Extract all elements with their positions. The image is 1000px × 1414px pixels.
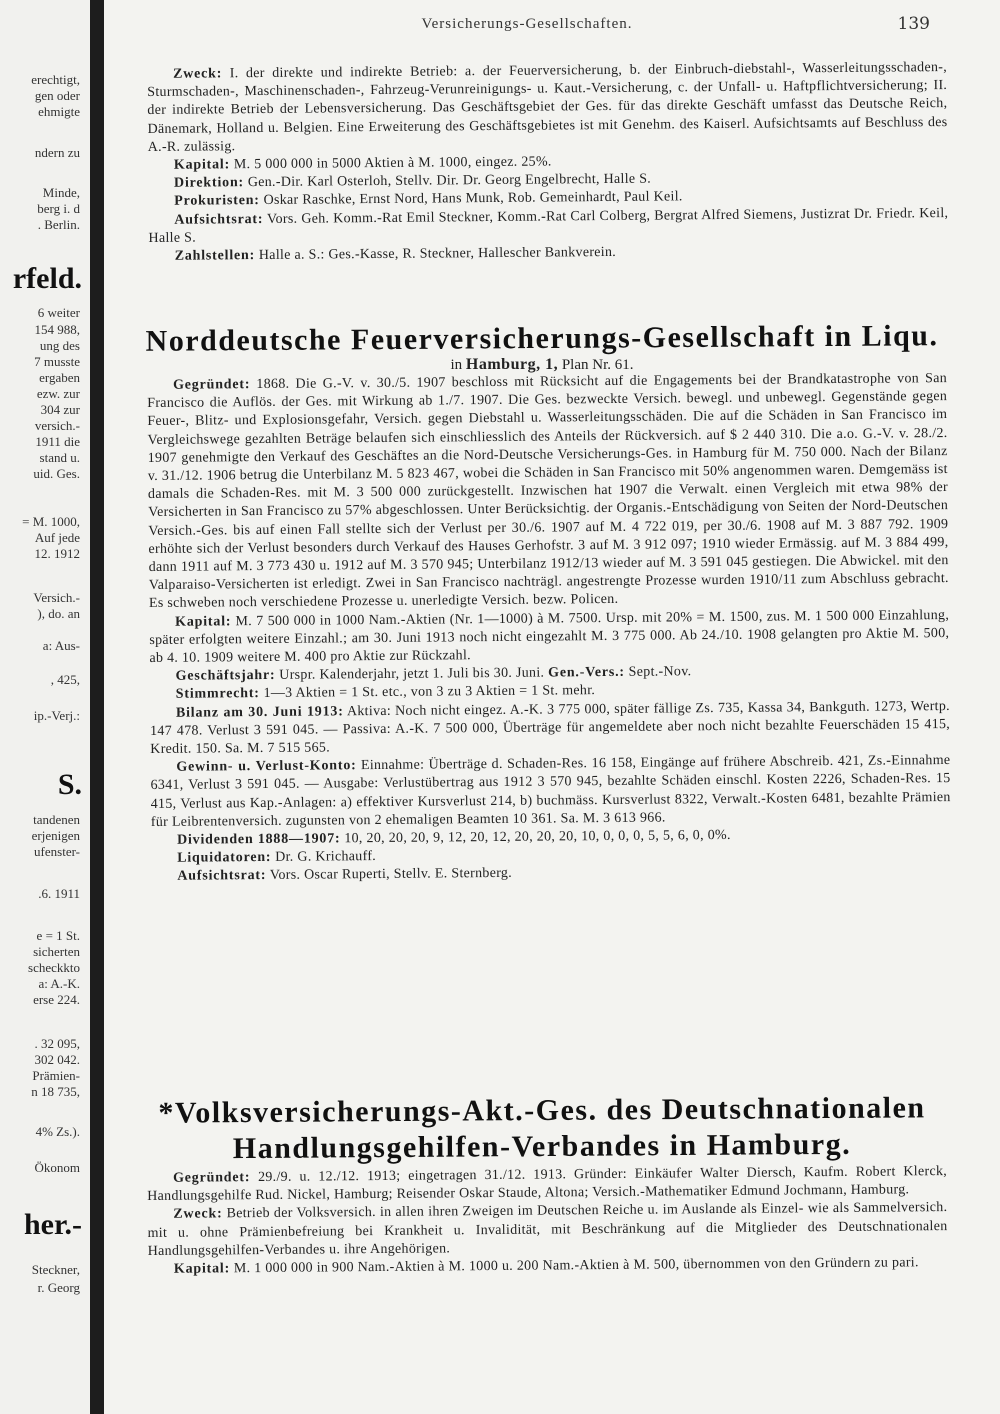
- direktion-label: Direktion:: [173, 175, 245, 191]
- margin-fragment-line: 6 weiter: [37, 305, 80, 320]
- margin-fragment-line: ndern zu: [34, 145, 80, 160]
- page: [112, 0, 992, 1414]
- entry-title-volks-line1: *Volksversicherungs-Akt.-Ges. des Deutschnationalen: [158, 1091, 926, 1130]
- margin-fragment-line: n 18 735,: [31, 1084, 80, 1099]
- zweck-label: Zweck:: [173, 1206, 223, 1223]
- gegruendet-text: 29./9. u. 12./12. 1913; eingetragen 31./12. 1913. Gründer: Einkäufer Walter Diersch, Kaufm. Robert Klerck, Handlungsgehilfe Rud. Nickel, Hamburg; Reisender Oskar Staude, Altona; Versich.-Mathematiker Edmund Jochmann, Hamburg.: [147, 1164, 948, 1205]
- entry-title-volks-line2: Handlungsgehilfen-Verbandes in Hamburg.: [232, 1127, 852, 1166]
- margin-fragment-line: S.: [57, 768, 82, 801]
- margin-fragment-line: her.-: [23, 1208, 82, 1241]
- gegruendet-label: Gegründet:: [173, 1170, 251, 1186]
- kapital-text: M. 1 000 000 in 900 Nam.-Aktien à M. 1000 u. 200 Nam.-Aktien à M. 500, übernommen von den Gründern zu pari.: [233, 1255, 919, 1277]
- margin-fragment-line: ergaben: [39, 370, 80, 385]
- margin-fragment-line: Ökonom: [34, 1160, 80, 1175]
- zweck-text: I. der direkte und indirekte Betrieb: a. der Feuerversicherung, b. der Einbruch-diebstahl-, Wasserleitungsschaden-, Sturmschaden-, Maschinenschaden-, Fahrzeug-Verunreinigungs- u. Kaut.-Versicherung, c. der Unfall- u. Haftpflichtversicherung; II. der indirekte Betrieb der Lebensversicherung. Das Geschäftsgebiet der Ges. für das direkte Geschäft umfasst das Deutsche Reich, Dänemark, Holland u. Belgien. Eine Erweiterung des Geschäftsgebietes ist mit Genehm. des Kaiserl. Aufsichtsamts auf Beschluss des A.-R. zulässig.: [147, 60, 948, 155]
- margin-fragment-line: erechtigt,: [31, 72, 80, 87]
- gegruendet-label: Gegründet:: [173, 377, 251, 393]
- gen-vers-text: Sept.-Nov.: [628, 664, 692, 681]
- stimmrecht-label: Stimmrecht:: [175, 686, 260, 703]
- margin-fragment-line: sicherten: [33, 944, 80, 959]
- margin-fragment-line: ufenster-: [34, 844, 80, 859]
- dividenden-text: 10, 20, 20, 20, 9, 12, 20, 12, 20, 20, 20, 10, 0, 0, 0, 5, 5, 6, 0, 0%.: [344, 828, 731, 847]
- location-suffix: Plan Nr. 61.: [561, 357, 634, 373]
- margin-fragment-line: Steckner,: [31, 1262, 80, 1277]
- margin-fragment-line: Versich.-: [33, 590, 80, 605]
- margin-fragment-line: Auf jede: [34, 530, 80, 545]
- kapital-label: Kapital:: [173, 157, 231, 173]
- liquidatoren-text: Dr. G. Krichauff.: [275, 849, 377, 866]
- location-prefix: in: [450, 357, 463, 373]
- margin-fragment-line: ezw. zur: [36, 386, 80, 401]
- margin-fragment-line: ip.-Verj.:: [33, 708, 80, 723]
- margin-fragment-line: erse 224.: [33, 992, 80, 1007]
- prokuristen-label: Prokuristen:: [174, 193, 260, 210]
- gegruendet-text: 1868. Die G.-V. v. 30./5. 1907 beschloss mit Rücksicht auf die Engagements bei der Brandkatastrophe von San Francisco die Auflös. der Ges. mit Wirkung ab 1./7. 1907. Die Ges. bezweckte Versich. bewegl. und unbewegl. Gegenstände gegen Feuer-, Blitz- und Explosionsgefahr, Versich. gegen Diebstahl u. Wasserleitungsschäden. Die auf die Schäden in San Francisco im Vergleichswege gezahlten Beträge belaufen sich einschliesslich des Anteils der Rückversich. auf $ 2 440 310. Die a.o. G.-V. v. 28./2. 1907 genehmigte den Verkauf des Geschäftes an die Nord-Deutsche Versicherungs-Ges. in Hamburg für M. 750 000. Nach der Bilanz v. 31./12. 1906 betrug die Unterbilanz M. 5 823 467, wobei die Schäden in San Francisco mit 50% angenommen waren. Demgemäss ist damals die Schaden-Res. mit M. 3 500 000 zurückgestellt. Inzwischen hat 1907 die Verwalt. einen Vergleich mit etwa 98% der Versicherten in San Francisco zu 57% abgeschlossen. Unter Berücksichtig. der Organis.-Entschädigung von Seiten der Nord-Deutschen Versich.-Ges. bis auf einen Fall stellte sich der Verlust per 30./6. 1907 auf M. 4 722 019, per 30./6. 1908 auf M. 3 887 792. 1909 erhöhte sich der Verlust besonders durch Verkauf des Hauses Gerhofstr. 3 auf M. 3 912 097; 1910 wieder Ermässig. auf M. 3 884 499, dann 1911 auf M. 3 773 430 u. 1912 auf M. 3 570 945; Unterbilanz 1912/13 wieder auf M. 3 591 045 gestiegen. Die Abwickel. mit den Valparaiso-Versicherten ist erledigt. Zwei in San Francisco nachträgl. angestrengte Prozesse wurden 1910/11 zum Abschluss gebracht. Es schweben noch verschiedene Prozesse u. unerledigte Versich. bezw. Policen.: [147, 371, 949, 612]
- margin-fragment-line: a: Aus-: [42, 638, 80, 653]
- guv-text: Einnahme: Überträge d. Schaden-Res. 16 158, Eingänge auf frühere Abschreib. 421, Zs.-Einnahme 6341, Verlust 3 591 045. — Ausgabe: Verlustübertrag aus 1912 3 570 945, bezahlte Schäden einschl. Kosten 2226, Schaden-Res. 15 415, Verlust aus Kap.-Anlagen: a) effektiver Kursverlust 214, b) buchmäss. Kursverlust 8322, Verwalt.-Kosten 6481, bezahlte Prämien für Leibrentenversich. zugunsten von 2 ehemaligen Beamten 10 361. Sa. M. 3 613 966.: [150, 753, 951, 830]
- zweck-text: Betrieb der Volksversich. in allen ihren Zweigen im Deutschen Reiche u. im Auslande als Einzel- wie als Sammelversich. mit u. ohne Prämienbefreiung bei Krankheit u. Invalidität, mit Beschränkung auf die Mitglieder des Deutschnationalen Handlungsgehilfen-Verbandes u. ihre Angehörigen.: [147, 1200, 948, 1259]
- margin-fragment-line: 304 zur: [40, 402, 80, 417]
- margin-fragment-line: 12. 1912: [34, 546, 80, 561]
- entry-body-volks: [147, 1163, 948, 1279]
- location-city: Hamburg, 1,: [465, 356, 559, 373]
- geschaeftsjahr-text: Urspr. Kalenderjahr, jetzt 1. Juli bis 30. Juni.: [279, 665, 545, 684]
- aufsichtsrat-label: Aufsichtsrat:: [174, 211, 264, 228]
- kapital-label: Kapital:: [173, 1261, 231, 1277]
- margin-fragment-line: ehmigte: [38, 104, 80, 119]
- margin-fragment-line: 302 042.: [34, 1052, 80, 1067]
- margin-fragment-line: tandenen: [33, 812, 80, 827]
- gen-vers-label: Gen.-Vers.:: [548, 665, 625, 681]
- kapital-label: Kapital:: [175, 613, 232, 630]
- margin-fragment-line: 154 988,: [34, 322, 80, 337]
- geschaeftsjahr-label: Geschäftsjahr:: [175, 668, 276, 685]
- zahlstellen-label: Zahlstellen:: [174, 248, 256, 264]
- margin-fragment-line: = M. 1000,: [22, 514, 80, 529]
- kapital-text: M. 5 000 000 in 5000 Aktien à M. 1000, eingez. 25%.: [233, 154, 552, 173]
- margin-fragment-line: 1911 die: [35, 434, 80, 449]
- zahlstellen-text: Halle a. S.: Ges.-Kasse, R. Steckner, Hallescher Bankverein.: [258, 244, 617, 264]
- zweck-label: Zweck:: [173, 66, 223, 82]
- margin-fragment-line: ung des: [39, 338, 80, 353]
- margin-fragment-line: rfeld.: [12, 262, 82, 295]
- aufsichtsrat-text: Vors. Oscar Ruperti, Stellv. E. Sternberg.: [269, 866, 513, 884]
- margin-fragment-line: . Berlin.: [37, 217, 80, 232]
- margin-fragment-line: 4% Zs.).: [35, 1124, 80, 1139]
- margin-fragment-line: berg i. d: [37, 201, 80, 216]
- margin-fragment-line: a: A.-K.: [38, 976, 80, 991]
- margin-fragment-line: ), do. an: [37, 606, 80, 621]
- bilanz-label: Bilanz am 30. Juni 1913:: [175, 703, 344, 721]
- margin-fragment-line: r. Georg: [37, 1280, 80, 1295]
- aufsichtsrat-text: Vors. Geh. Komm.-Rat Emil Steckner, Komm.-Rat Carl Colberg, Bergrat Alfred Siemens, Justizrat Dr. Friedr. Keil, Halle S.: [148, 205, 949, 246]
- book-gutter: [90, 0, 104, 1414]
- margin-fragment-line: . 32 095,: [34, 1036, 80, 1051]
- direktion-text: Gen.-Dir. Karl Osterloh, Stellv. Dir. Dr. Georg Engelbrecht, Halle S.: [247, 171, 652, 191]
- margin-fragment-line: e = 1 St.: [36, 928, 80, 943]
- page-number: 139: [897, 14, 930, 34]
- entry-title-norddeutsche: Norddeutsche Feuerversicherungs-Gesellschaft in Liqu.: [145, 319, 939, 358]
- margin-fragment-line: stand u.: [39, 450, 80, 465]
- running-title: Versicherungs-Gesellschaften.: [421, 16, 633, 32]
- left-margin-fragment: [0, 0, 90, 1414]
- margin-fragment-line: scheckkto: [28, 960, 80, 975]
- entry-body-norddeutsche: [147, 370, 951, 887]
- stimmrecht-text: 1—3 Aktien = 1 St. etc., von 3 zu 3 Aktien = 1 St. mehr.: [263, 683, 596, 702]
- aufsichtsrat-label: Aufsichtsrat:: [177, 868, 267, 885]
- margin-fragment-line: versich.-: [34, 418, 80, 433]
- top-entry: [147, 59, 949, 266]
- margin-fragment-line: Prämien-: [32, 1068, 80, 1083]
- margin-fragment-line: uid. Ges.: [33, 466, 80, 481]
- margin-fragment-line: , 425,: [50, 672, 80, 687]
- bilanz-text: Aktiva: Noch nicht eingez. A.-K. 3 775 000, später fällige Zs. 735, Kassa 34, Bankguth. 1273, Wertp. 147 478. Verlust 3 591 045. — Passiva: A.-K. 7 500 000, Überträge für angemeldete aber noch nicht bezahlte Feuerschäden 15 415, Kredit. 150. Sa. M. 7 515 565.: [150, 698, 951, 758]
- kapital-text: M. 7 500 000 in 1000 Nam.-Aktien (Nr. 1—1000) à M. 7500. Ursp. mit 20% = M. 1500, zus. M. 1 500 000 Einzahlung, später erfolgten weitere Einzahl.; am 30. Juni 1913 noch nicht eingezahlt M. 3 775 000. Ab 24./10. 1908 gelangten pro Aktie M. 500, ab 4. 10. 1909 weitere M. 400 pro Aktie zur Rückzahl.: [149, 607, 950, 667]
- liquidatoren-label: Liquidatoren:: [177, 850, 272, 867]
- margin-fragment-line: erjenigen: [31, 828, 80, 843]
- margin-fragment-line: 7 musste: [34, 354, 80, 369]
- margin-fragment-line: gen oder: [34, 88, 80, 103]
- prokuristen-text: Oskar Raschke, Ernst Nord, Hans Munk, Rob. Gemeinhardt, Paul Keil.: [263, 189, 683, 209]
- margin-fragment-line: .6. 1911: [38, 886, 80, 901]
- margin-fragment-line: Minde,: [42, 185, 80, 200]
- dividenden-label: Dividenden 1888—1907:: [176, 831, 341, 848]
- guv-label: Gewinn- u. Verlust-Konto:: [176, 758, 357, 776]
